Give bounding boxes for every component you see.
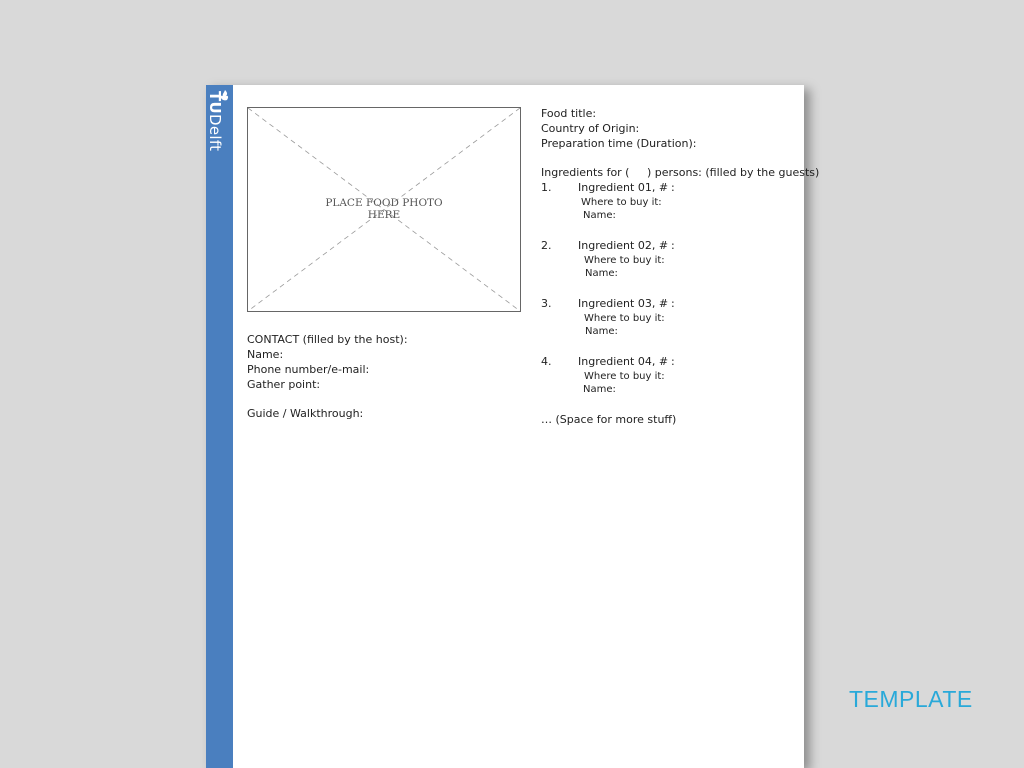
ingredient-where: Where to buy it: — [584, 255, 665, 266]
photo-label: PLACE FOOD PHOTO HERE — [325, 197, 443, 221]
guide-walkthrough: Guide / Walkthrough: — [247, 407, 364, 420]
food-photo-placeholder[interactable] — [247, 107, 521, 312]
ingredient-name: Name: — [585, 326, 618, 337]
logo-delft: Delft — [206, 114, 224, 152]
ingredient-number: 4. — [541, 355, 552, 368]
contact-name: Name: — [247, 348, 284, 361]
ingredient-where: Where to buy it: — [581, 197, 662, 208]
ingredient-colon: : — [671, 355, 675, 368]
preparation-time: Preparation time (Duration): — [541, 137, 697, 150]
tudelft-logo — [206, 87, 233, 157]
ingredient-where: Where to buy it: — [584, 371, 665, 382]
ingredient-label: Ingredient 01, # — [578, 181, 669, 194]
ingredient-name: Name: — [583, 210, 616, 221]
ingredient-colon: : — [671, 297, 675, 310]
contact-gather-point: Gather point: — [247, 378, 321, 391]
ingredient-label: Ingredient 03, # — [578, 297, 669, 310]
ingredient-colon: : — [671, 239, 675, 252]
ingredient-where: Where to buy it: — [584, 313, 665, 324]
ingredient-name: Name: — [583, 384, 616, 395]
template-watermark: TEMPLATE — [849, 686, 973, 712]
contact-phone: Phone number/e-mail: — [247, 363, 370, 376]
food-title: Food title: — [541, 107, 597, 120]
country-of-origin: Country of Origin: — [541, 122, 640, 135]
ingredient-number: 2. — [541, 239, 552, 252]
ingredient-label: Ingredient 04, # — [578, 355, 669, 368]
contact-heading: CONTACT (filled by the host): — [247, 333, 408, 346]
template-sheet — [206, 85, 820, 768]
side-band — [206, 85, 233, 768]
ingredient-label: Ingredient 02, # — [578, 239, 669, 252]
logo-tu: TU — [206, 91, 224, 115]
ingredients-heading: Ingredients for ( ) persons: (filled by the guests) — [541, 166, 820, 179]
ingredient-colon: : — [671, 181, 675, 194]
ingredient-name: Name: — [585, 268, 618, 279]
ingredient-number: 1. — [541, 181, 552, 194]
more-space-note: … (Space for more stuff) — [541, 413, 677, 426]
ingredient-number: 3. — [541, 297, 552, 310]
